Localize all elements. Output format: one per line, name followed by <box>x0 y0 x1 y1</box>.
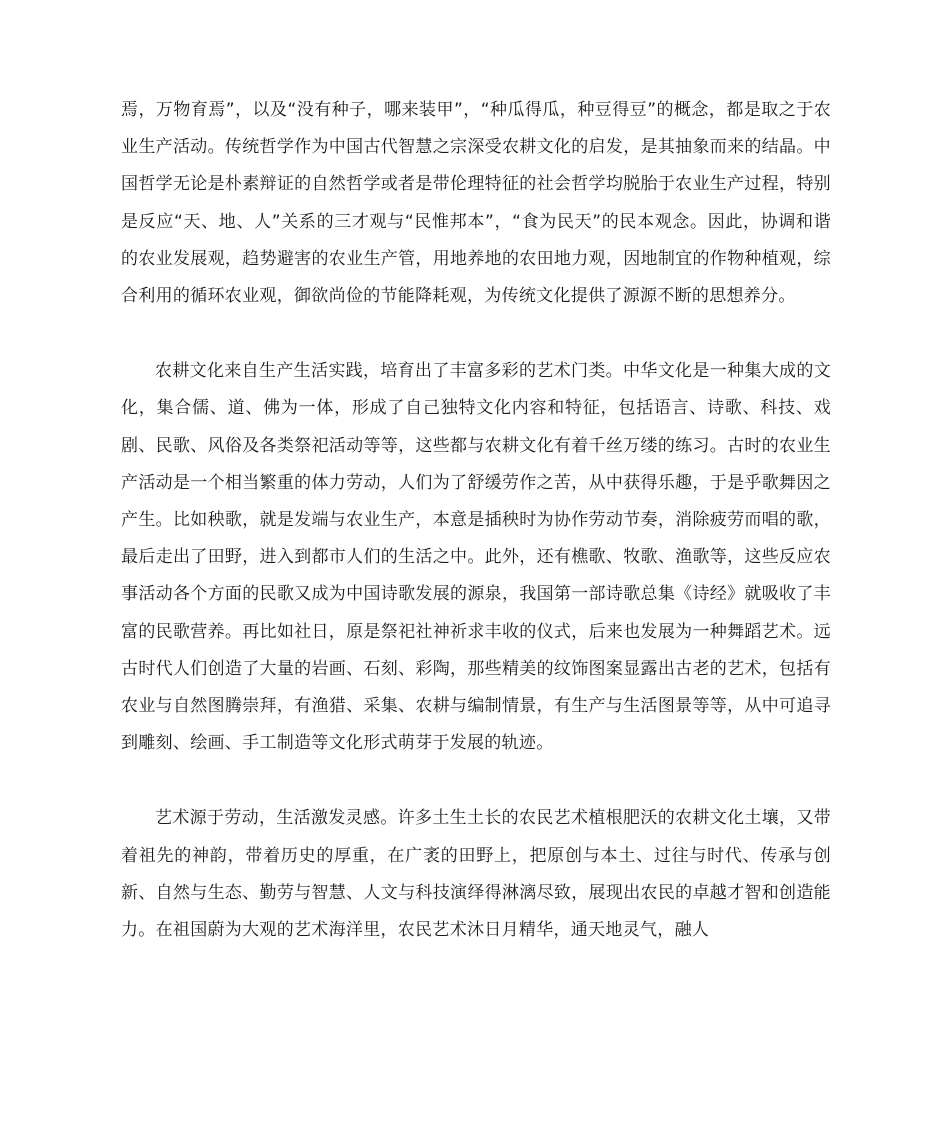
paragraph-folk-art: 艺术源于劳动，生活激发灵感。许多土生土长的农民艺术植根肥沃的农耕文化土壤，又带着祖先的神韵，带着历史的厚重，在广袤的田野上，把原创与本土、过往与时代、传承与创新、自然与生态、勤劳与智慧、人文与科技演绎得淋漓尽致，展现出农民的卓越才智和创造能力。在祖国蔚为大观的艺术海洋里，农民艺术沐日月精华，通天地灵气，融人 <box>121 808 831 941</box>
paragraph-art-categories: 农耕文化来自生产生活实践，培育出了丰富多彩的艺术门类。中华文化是一种集大成的文化，集合儒、道、佛为一体，形成了自己独特文化内容和特征，包括语言、诗歌、科技、戏剧、民歌、风俗及各类祭祀活动等等，这些都与农耕文化有着千丝万缕的练习。古时的农业生产活动是一个相当繁重的体力劳动，人们为了舒缓劳作之苦，从中获得乐趣，于是乎歌舞因之产生。比如秧歌，就是发端与农业生产，本意是插秧时为协作劳动节奏，消除疲劳而唱的歌，最后走出了田野，进入到都市人们的生活之中。此外，还有樵歌、牧歌、渔歌等，这些反应农事活动各个方面的民歌又成为中国诗歌发展的源泉，我国第一部诗歌总集《诗经》就吸收了丰富的民歌营养。再比如社日，原是祭祀社神祈求丰收的仪式，后来也发展为一种舞蹈艺术。远古时代人们创造了大量的岩画、石刻、彩陶，那些精美的纹饰图案显露出古老的艺术，包括有农业与自然图腾崇拜，有渔猎、采集、农耕与编制情景，有生产与生活图景等等，从中可追寻到雕刻、绘画、手工制造等文化形式萌芽于发展的轨迹。 <box>121 361 831 754</box>
paragraph-philosophy: 焉，万物育焉”，以及“没有种子，哪来装甲”，“种瓜得瓜，种豆得豆”的概念，都是取之于农业生产活动。传统哲学作为中国古代智慧之宗深受农耕文化的启发，是其抽象而来的结晶。中国哲学无论是朴素辩证的自然哲学或者是带伦理特征的社会哲学均脱胎于农业生产过程，特别是反应“天、地、人”关系的三才观与“民惟邦本”，“食为民天”的民本观念。因此，协调和谐的农业发展观，趋势避害的农业生产管，用地养地的农田地力观，因地制宜的作物种植观，综合利用的循环农业观，御欲尚俭的节能降耗观，为传统文化提供了源源不断的思想养分。 <box>121 100 831 307</box>
document-page <box>121 92 831 949</box>
